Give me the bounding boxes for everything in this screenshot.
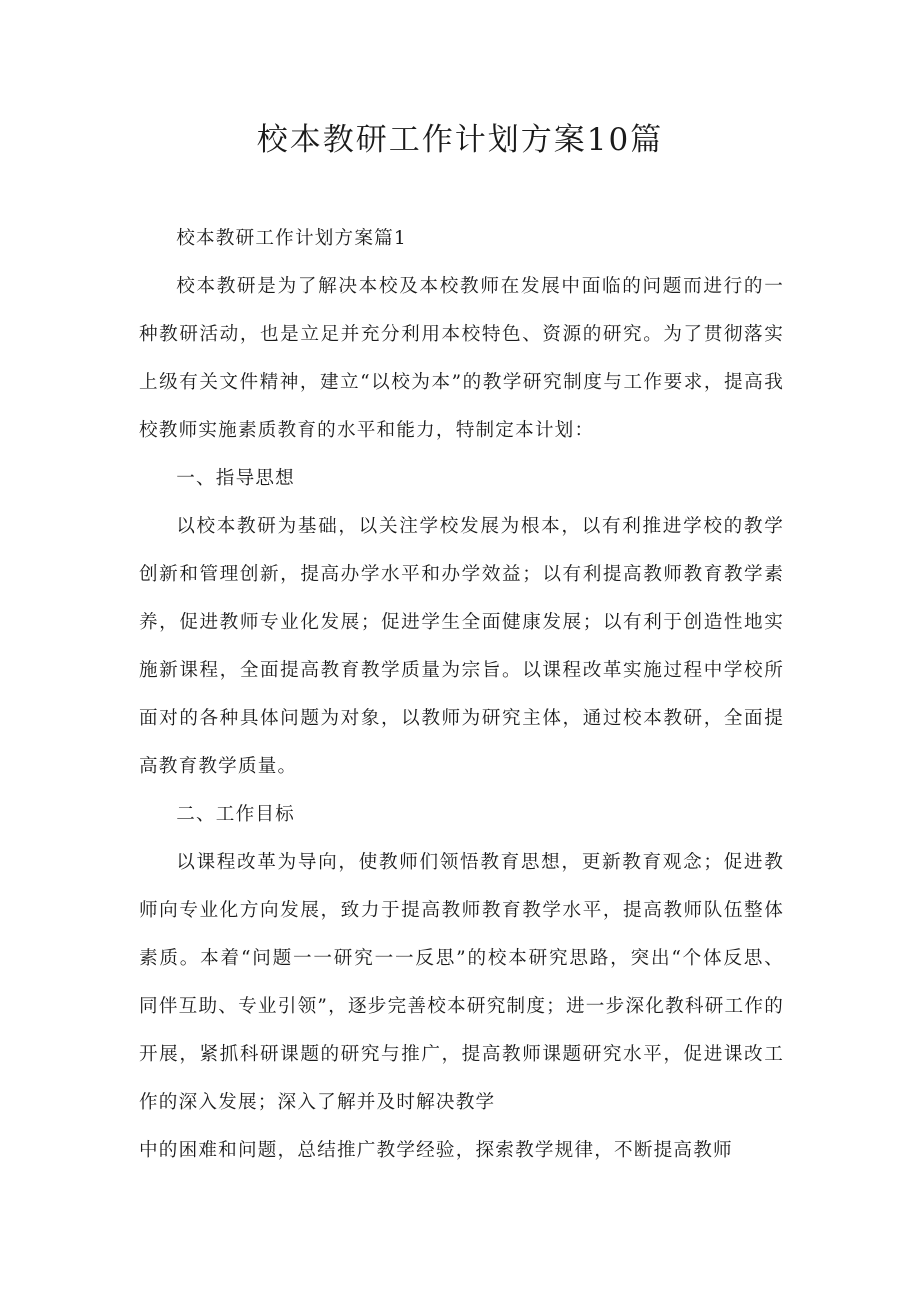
paragraph-guiding-thought: 以校本教研为基础，以关注学校发展为根本，以有利推进学校的教学创新和管理创新，提高办学水平和办学效益；以有利提高教师教育教学素养，促进教师专业化发展；促进学生全面健康发展；以有利于创造性地实施新课程，全面提高教育教学质量为宗旨。以课程改革实施过程中学校所面对的各种具体问题为对象，以教师为研究主体，通过校本教研，全面提高教育教学质量。 <box>139 516 784 777</box>
paragraph-work-goals: 以课程改革为导向，使教师们领悟教育思想，更新教育观念；促进教师向专业化方向发展，致力于提高教师教育教学水平，提高教师队伍整体素质。本着“问题一一研究一一反思”的校本研究思路，突出“个体反思、同伴互助、专业引领”，逐步完善校本研究制度；进一步深化教科研工作的开展，紧抓科研课题的研究与推广，提高教师课题研究水平，促进课改工作的深入发展；深入了解并及时解决教学 <box>139 852 784 1113</box>
document-body <box>139 215 784 1175</box>
paragraph-intro: 校本教研是为了解决本校及本校教师在发展中面临的问题而进行的一种教研活动，也是立足并充分利用本校特色、资源的研究。为了贯彻落实上级有关文件精神，建立“以校为本”的教学研究制度与工作要求，提高我校教师实施素质教育的水平和能力，特制定本计划： <box>139 276 784 441</box>
paragraph-continuation: 中的困难和问题，总结推广教学经验，探索教学规律，不断提高教师 <box>139 1140 733 1161</box>
document-title: 校本教研工作计划方案10篇 <box>256 122 664 158</box>
section-heading-guiding-thought: 一、指导思想 <box>176 468 295 489</box>
section-heading-work-goals: 二、工作目标 <box>176 804 295 825</box>
section-heading-part-1: 校本教研工作计划方案篇1 <box>176 228 407 249</box>
